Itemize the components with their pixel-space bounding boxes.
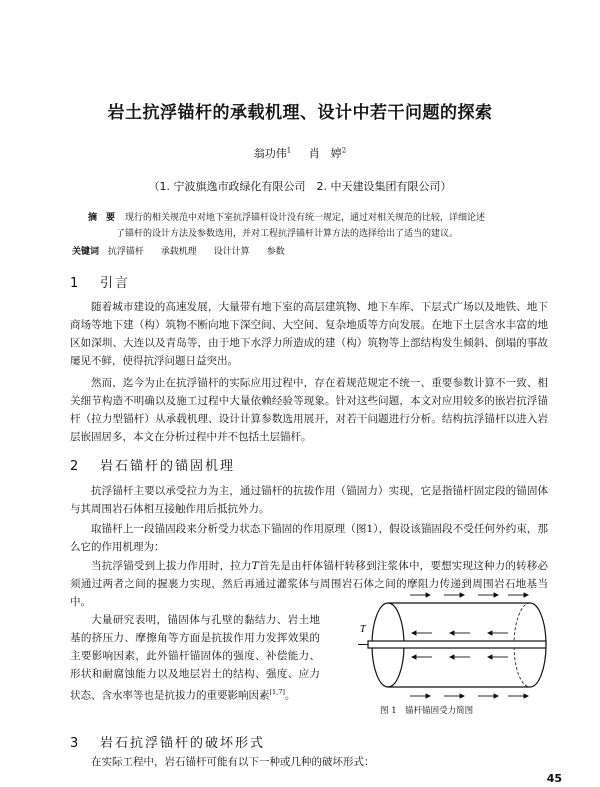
page-number: 45 (546, 772, 562, 785)
section-1-title: 引言 (100, 276, 131, 291)
bottom-shear-arrows (410, 694, 528, 698)
author-2-sup: 2 (341, 146, 347, 155)
keyword-2: 承载机理 (160, 247, 197, 257)
section-2-number: 2 (70, 459, 81, 474)
section-1-number: 1 (70, 276, 81, 291)
abstract-line-1: 现行的相关规范中对地下室抗浮锚杆设计没有统一规定，通过对相关规范的比较，详细论述 (125, 213, 486, 223)
paper-title: 岩土抗浮锚杆的承载机理、设计中若干问题的探索 (107, 103, 493, 123)
paragraph-7: 在实际工程中，岩石锚杆可能有以下一种或几种的破坏形式： (91, 756, 375, 768)
paragraph-1: 随着城市建设的高速发展，大量带有地下室的高层建筑物、地下车库、下层式广场以及地铁、地下商场等地下建（构）筑物不断向地下深空间、大空间、复杂地质等方向发展。在地下土层含水丰富的地区如深圳、大连以及青岛等，由于地下水浮力所造成的建（构）筑物等上部结构发生倾斜、倒塌的事故屡见不鲜，使得抗浮问题日益突出。 (70, 301, 548, 367)
paragraph-6-ref: [1,7] (269, 688, 285, 696)
author-2: 肖 婷 (308, 147, 342, 160)
affiliation: （1. 宁波旗逸市政绿化有限公司 2. 中天建设集团有限公司） (148, 180, 452, 193)
paragraph-3: 抗浮锚杆主要以承受拉力为主，通过锚杆的抗拔作用（锚固力）实现，它是指锚杆固定段的锚固体与其周围岩石体相互接触作用后抵抗外力。 (70, 485, 548, 515)
paragraph-4: 取锚杆上一段锚固段来分析受力状态下锚固的作用原理（图1），假设该锚固段不受任何外约束，那么它的作用机理为： (70, 523, 548, 553)
section-2-title: 岩石锚杆的锚固机理 (100, 459, 236, 474)
authors (0, 145, 600, 161)
top-shear-arrows (410, 593, 528, 597)
section-3-heading (70, 732, 265, 751)
keyword-3: 设计计算 (213, 247, 250, 257)
section-2-heading (70, 455, 235, 474)
paragraph-5-post: 首先是由杆体锚杆转移到注浆体中，要想实现这种力的转移必须通过两者之间的握裹力实现，然后再通过灌浆体与周围岩石体之间的摩阻力传递到周围岩石地基当中。 (70, 560, 549, 608)
author-1-sup: 1 (286, 146, 292, 155)
paragraph-2: 然而，迄今为止在抗浮锚杆的实际应用过程中，存在着规范规定不统一、重要参数计算不一致、相关细节构造不明确以及施工过程中大量依赖经验等现象。针对这些问题，本文对应用较多的嵌岩抗浮锚杆（拉力型锚杆）从承载机理、设计计算参数选用展开，对若干问题进行分析。结构抗浮锚杆以进入岩层嵌固居多，本文在分析过程中并不包括土层锚杆。 (70, 377, 548, 443)
anchor-force-diagram (358, 585, 554, 705)
figure-caption: 图 1 锚杆锚固受力简图 (380, 706, 474, 716)
author-1: 翁功伟 (253, 147, 287, 160)
paragraph-6-text: 大量研究表明，锚固体与孔壁的黏结力、岩土地基的挤压力、摩擦角等方面是抗拔作用力发挥效果的主要影响因素，此外锚杆锚固体的强度、补偿能力、形状和耐腐蚀能力以及地层岩土的结构、强度、应力状态、含水率等也是抗拔力的重要影响因素 (70, 614, 320, 702)
tension-symbol: T (251, 560, 259, 572)
paragraph-6 (70, 611, 320, 705)
paragraph-5-pre: 当抗浮锚受到上拔力作用时，拉力 (91, 560, 252, 572)
abstract-line-2: 了锚杆的设计方法及参数选用，并对工程抗浮锚杆计算方法的选择给出了适当的建议。 (116, 229, 459, 239)
tension-label: T (360, 624, 366, 635)
keyword-4: 参数 (266, 247, 285, 257)
section-3-title: 岩石抗浮锚杆的破坏形式 (100, 736, 266, 751)
keyword-1: 抗浮锚杆 (107, 247, 144, 257)
keywords (72, 244, 299, 257)
abstract-label: 摘 要 (88, 213, 116, 223)
anchor-bar (368, 641, 546, 648)
keywords-label: 关键词 (72, 247, 100, 257)
abstract (88, 210, 528, 242)
paragraph-6-end: 。 (284, 689, 296, 702)
section-3-number: 3 (70, 736, 81, 751)
section-1-heading (70, 272, 130, 291)
